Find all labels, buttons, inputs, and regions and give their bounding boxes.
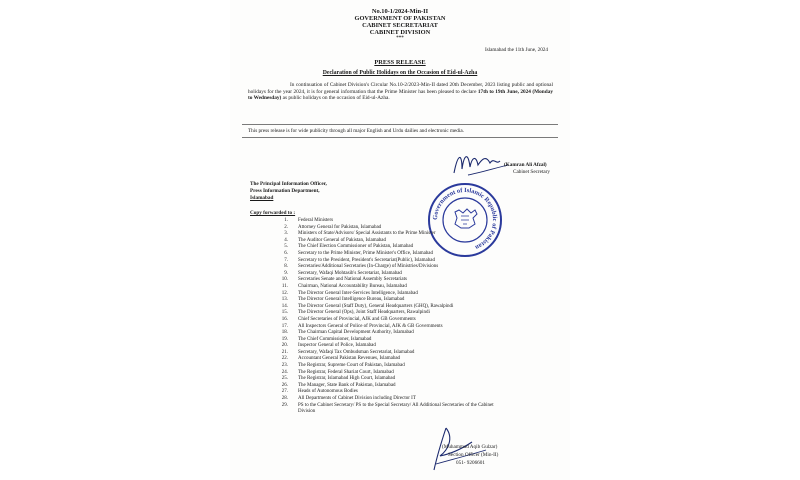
officer-phone: 051- 9206601 (456, 460, 485, 466)
list-item: 24. The Registrar, Federal Shariat Court, Islamabad (281, 369, 394, 375)
publicity-note: This press release is for wide publicity through all major English and Urdu dailies and electronic media. (248, 128, 464, 134)
recipient-line-2: Press Information Department, (250, 188, 320, 194)
list-item: 29. PS to the Cabinet Secretary/ PS to the Special Secretary/ All Additional Secretaries of the Cabinet (281, 402, 494, 408)
division-heading: CABINET DIVISION (369, 29, 431, 36)
holiday-dates: 17th to 19th June, 2024 (Monday to Wednesday) (248, 88, 553, 102)
recipient-line-1: The Principal Information Officer, (250, 181, 327, 187)
paragraph-text-2: as public holidays on the occasion of Eid-ul-Azha. (281, 95, 390, 102)
recipient-line-3: Islamabad (250, 195, 274, 201)
list-item: 2. Attorney General for Pakistan, Islamabad (284, 224, 382, 230)
divider-top (242, 124, 558, 125)
list-item: 4. The Auditor General of Pakistan, Islamabad (284, 237, 387, 243)
list-item: 6. Secretary to the Prime Minister, Prime Minister's Office, Islamabad (284, 250, 434, 256)
copy-list (250, 218, 560, 416)
officer-name: (Muhammad Aqib Gulzar) (442, 444, 498, 450)
list-item: 12. The Director General Inter-Services Intelligence, Islamabad (281, 290, 418, 296)
list-item: 9. Secretary, Wafaqi Mohtasib's Secretariat, Islamabad (284, 270, 402, 276)
list-item: 7. Secretary to the President, President's Secretariat(Public), Islamabad (284, 257, 435, 263)
document-type: PRESS RELEASE (374, 59, 426, 66)
list-item: 5. The Chief Election Commissioner of Pakistan, Islamabad (284, 244, 414, 250)
list-item: 1. Federal Ministers (284, 218, 334, 223)
main-paragraph (248, 82, 553, 102)
paragraph-text-1: In continuation of Cabinet Division's Circular No.10-2/2023-Min-II dated 20th December, 2023 listing public and optional holidays for the year 2024, it is for general information that the Prime Minister has been pleased to declare (248, 82, 553, 95)
secretariat-heading: CABINET SECRETARIAT (362, 22, 438, 29)
list-item: 8. Secretaries/Additional Secretaries (In-Charge) of Ministries/Divisions (284, 264, 439, 270)
list-item: 3. Ministers of State/Advisors/ Special Assistants to the Prime Minister (284, 231, 436, 237)
signatory-title: Cabinet Secretary (513, 169, 551, 175)
reference-number: No.10-1/2024-Min-II (371, 8, 429, 15)
list-item: 18. The Chairman Capital Development Authority, Islamabad (281, 330, 414, 336)
list-item: 10. Secretaries Senate and National Assembly Secretariats (281, 277, 407, 283)
place-date: Islamabad the 11th June, 2024 (484, 47, 548, 53)
signatory-name: (Kamran Ali Afzal) (504, 162, 547, 168)
stars-divider: *** (396, 36, 404, 41)
list-item: 16. Chief Secretaries of Provincial, AJK and GB Governments (281, 316, 416, 322)
list-item: 27. Heads of Autonomous Bodies (281, 389, 358, 395)
government-heading: GOVERNMENT OF PAKISTAN (354, 15, 446, 22)
list-item: 11. Chairman, National Accountability Bureau, Islamabad (281, 283, 407, 289)
list-item: 22. Accountant General Pakistan Revenues, Islamabad (281, 356, 401, 362)
list-item: 25. The Registrar, Islamabad High Court, Islamabad (281, 376, 396, 382)
list-item: 23. The Registrar, Supreme Court of Pakistan, Islamabad (281, 363, 405, 369)
subject-line: Declaration of Public Holidays on the Occasion of Eid-ul-Azha (322, 70, 478, 76)
list-item: 28. All Departments of Cabinet Division including Director IT (281, 396, 416, 402)
list-item: 21. Secretary, Wafaqi Tax Ombudsman Secretariat, Islamabad (281, 349, 415, 355)
list-item: 15. The Director General (Ops), Joint Staff Headquarters, Rawalpindi (281, 310, 430, 316)
officer-title: Section Officer (Min-II) (448, 452, 499, 458)
list-item: 26. The Manager, State Bank of Pakistan, Islamabad (281, 382, 396, 388)
list-item: 13. The Director General Intelligence Bureau, Islamabad (281, 297, 405, 303)
list-item: Division (298, 409, 316, 415)
copy-forwarded-heading: Copy forwarded to : (250, 210, 296, 216)
list-item: 19. The Chief Commissioner, Islamabad (281, 336, 372, 342)
document-page (230, 0, 570, 480)
list-item: 20. Inspector General of Police, Islamabad (281, 343, 376, 349)
seal-text: Government of Islamic Republic of Pakistan (431, 186, 499, 251)
list-item: 14. The Director General (Staff Duty), General Headquarters (GHQ), Rawalpindi (281, 303, 454, 309)
list-item: 17. All Inspectors General of Police of Provincial, AJK & GB Governments (281, 323, 443, 329)
divider-bottom (242, 137, 558, 138)
